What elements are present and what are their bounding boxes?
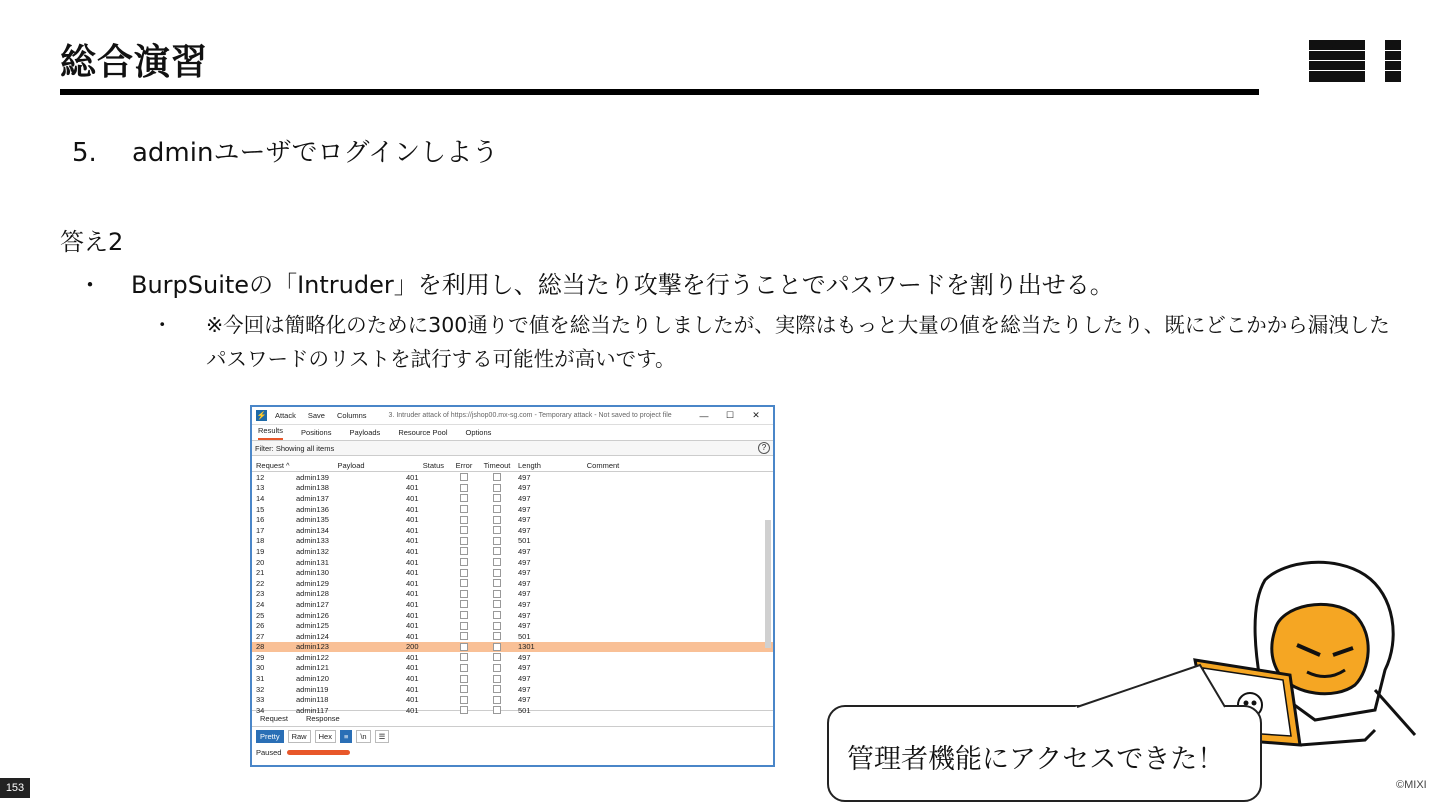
cell-request: 12: [256, 472, 265, 482]
checkbox[interactable]: [460, 600, 468, 608]
cell-length: 497: [518, 674, 531, 684]
page-number: 153: [0, 778, 30, 798]
minimize-icon[interactable]: —: [699, 410, 709, 421]
checkbox[interactable]: [460, 505, 468, 513]
cell-timeout: [480, 664, 514, 672]
cell-timeout: [480, 516, 514, 524]
cell-length: 497: [518, 652, 531, 662]
cell-error: [448, 653, 480, 661]
checkbox[interactable]: [493, 537, 501, 545]
cell-timeout: [480, 696, 514, 704]
cell-timeout: [480, 537, 514, 545]
col-status[interactable]: Status: [422, 461, 444, 470]
checkbox[interactable]: [460, 526, 468, 534]
cell-status: 401: [406, 674, 419, 684]
cell-status: 401: [406, 589, 419, 599]
checkbox[interactable]: [493, 706, 501, 714]
cell-status: 401: [406, 684, 419, 694]
cell-timeout: [480, 494, 514, 502]
cell-error: [448, 590, 480, 598]
checkbox[interactable]: [493, 505, 501, 513]
checkbox[interactable]: [493, 643, 501, 651]
filter-text: Filter: Showing all items: [255, 443, 335, 453]
cell-error: [448, 611, 480, 619]
table-row[interactable]: [252, 514, 773, 525]
table-row[interactable]: [252, 673, 773, 684]
table-row[interactable]: [252, 578, 773, 589]
checkbox[interactable]: [493, 526, 501, 534]
cell-status: 401: [406, 536, 419, 546]
speech-bubble-text: 管理者機能にアクセスできた！: [847, 744, 1225, 775]
table-row[interactable]: [252, 504, 773, 515]
table-row[interactable]: [252, 620, 773, 631]
burp-tabs: [252, 425, 773, 441]
slide-title: 総合演習: [60, 42, 209, 83]
cell-status: 401: [406, 578, 419, 588]
cell-status: 401: [406, 515, 419, 525]
tab-positions[interactable]: Positions: [301, 428, 332, 437]
checkbox[interactable]: [460, 685, 468, 693]
cell-length: 497: [518, 557, 531, 567]
cell-error: [448, 579, 480, 587]
cell-status: 401: [406, 504, 419, 514]
cell-length: 497: [518, 610, 531, 620]
cell-payload: admin127: [296, 599, 329, 609]
cell-request: 20: [256, 557, 265, 567]
checkbox[interactable]: [460, 675, 468, 683]
window-title: 3. Intruder attack of https://jshop00.mx-sg.com - Temporary attack - Not saved to project file: [388, 412, 672, 419]
cell-status: 401: [406, 546, 419, 556]
checkbox[interactable]: [493, 569, 501, 577]
help-icon[interactable]: ?: [758, 442, 770, 454]
mixi-logo: [1309, 40, 1401, 82]
tab-results[interactable]: Results: [258, 426, 283, 440]
burp-titlebar: [252, 407, 773, 425]
cell-length: 497: [518, 589, 531, 599]
cell-status: 401: [406, 652, 419, 662]
table-row[interactable]: [252, 705, 773, 716]
cell-timeout: [480, 611, 514, 619]
cell-status: 401: [406, 695, 419, 705]
checkbox[interactable]: [460, 622, 468, 630]
cell-error: [448, 632, 480, 640]
checkbox[interactable]: [493, 579, 501, 587]
scrollbar[interactable]: [765, 520, 771, 648]
cell-status: 401: [406, 631, 419, 641]
checkbox[interactable]: [493, 622, 501, 630]
cell-error: [448, 675, 480, 683]
cell-timeout: [480, 484, 514, 492]
cell-error: [448, 473, 480, 481]
tab-payloads[interactable]: Payloads: [349, 428, 381, 437]
cell-error: [448, 505, 480, 513]
cell-request: 34: [256, 705, 265, 715]
burp-icon: ⚡: [256, 411, 267, 420]
cell-payload: admin138: [296, 483, 329, 493]
cell-error: [448, 622, 480, 630]
table-body: [252, 472, 773, 716]
cell-error: [448, 569, 480, 577]
col-length[interactable]: Length: [518, 461, 541, 470]
table-row[interactable]: [252, 493, 773, 504]
col-error[interactable]: Error: [455, 461, 473, 470]
close-icon[interactable]: ✕: [752, 410, 760, 420]
cell-length: 501: [518, 536, 531, 546]
table-row[interactable]: [252, 599, 773, 610]
cell-error: [448, 706, 480, 714]
cell-payload: admin133: [296, 536, 329, 546]
cell-request: 24: [256, 599, 265, 609]
cell-request: 18: [256, 536, 265, 546]
checkbox[interactable]: [460, 696, 468, 704]
cell-request: 33: [256, 695, 265, 705]
cell-payload: admin130: [296, 568, 329, 578]
tab-response[interactable]: Response: [305, 714, 340, 723]
bullet-sub-text: ※今回は簡略化のために300通りで値を総当たりしましたが、実際はもっと大量の値を総当たりしたり、既にどこかから漏洩したパスワードのリストを試行する可能性が高いです。: [206, 313, 1390, 371]
cell-length: 501: [518, 631, 531, 641]
checkbox[interactable]: [460, 569, 468, 577]
cell-timeout: [480, 632, 514, 640]
table-row[interactable]: [252, 610, 773, 621]
menu-icon[interactable]: ☰: [375, 730, 390, 743]
cell-error: [448, 537, 480, 545]
tab-options[interactable]: Options: [465, 428, 492, 437]
checkbox[interactable]: [460, 643, 468, 651]
cell-payload: admin126: [296, 610, 329, 620]
cell-timeout: [480, 473, 514, 481]
checkbox[interactable]: [493, 547, 501, 555]
checkbox[interactable]: [460, 494, 468, 502]
checkbox[interactable]: [493, 494, 501, 502]
cell-timeout: [480, 569, 514, 577]
table-row[interactable]: [252, 652, 773, 663]
step-number: 5.: [72, 138, 97, 168]
cell-request: 17: [256, 525, 265, 535]
cell-error: [448, 643, 480, 651]
col-comment[interactable]: Comment: [586, 461, 620, 470]
cell-payload: admin121: [296, 663, 329, 673]
table-row[interactable]: [252, 536, 773, 547]
cell-timeout: [480, 643, 514, 651]
checkbox[interactable]: [493, 516, 501, 524]
table-row[interactable]: [252, 546, 773, 557]
checkbox[interactable]: [493, 590, 501, 598]
cell-error: [448, 664, 480, 672]
col-payload[interactable]: Payload: [337, 461, 365, 470]
results-table: [252, 460, 773, 715]
cell-error: [448, 484, 480, 492]
cell-request: 15: [256, 504, 265, 514]
step-heading: [72, 132, 498, 169]
wrap-icon[interactable]: ≡: [340, 730, 352, 743]
cell-status: 401: [406, 472, 419, 482]
cell-payload: admin134: [296, 525, 329, 535]
bullet-main: [78, 265, 1114, 300]
cell-length: 497: [518, 621, 531, 631]
table-header: [252, 460, 773, 472]
cell-error: [448, 558, 480, 566]
cell-length: 497: [518, 663, 531, 673]
checkbox[interactable]: [460, 547, 468, 555]
cell-payload: admin125: [296, 621, 329, 631]
checkbox[interactable]: [493, 653, 501, 661]
cell-request: 25: [256, 610, 265, 620]
cell-length: 497: [518, 483, 531, 493]
bullet-main-text: BurpSuiteの「Intruder」を利用し、総当たり攻撃を行うことでパスワードを割り出せる。: [131, 271, 1114, 299]
table-row[interactable]: [252, 472, 773, 483]
checkbox[interactable]: [493, 632, 501, 640]
col-timeout[interactable]: Timeout: [483, 461, 511, 470]
checkbox[interactable]: [460, 558, 468, 566]
cell-length: 497: [518, 504, 531, 514]
cell-request: 27: [256, 631, 265, 641]
bullet-dot: ・: [78, 271, 102, 299]
bullet-sub: [152, 308, 1402, 376]
table-row[interactable]: [252, 663, 773, 674]
cell-status: 401: [406, 493, 419, 503]
step-text: adminユーザでログインしよう: [132, 138, 499, 168]
table-row[interactable]: [252, 557, 773, 568]
answer-label: 答え2: [60, 228, 124, 256]
checkbox[interactable]: [493, 696, 501, 704]
table-row[interactable]: [252, 589, 773, 600]
cell-payload: admin118: [296, 695, 329, 705]
cell-request: 28: [256, 642, 265, 652]
cell-error: [448, 526, 480, 534]
title-rule: [60, 89, 1259, 95]
cell-status: 401: [406, 525, 419, 535]
raw-button[interactable]: Raw: [288, 730, 311, 743]
cell-length: 497: [518, 599, 531, 609]
cell-request: 30: [256, 663, 265, 673]
cell-error: [448, 516, 480, 524]
cell-length: 497: [518, 472, 531, 482]
table-row[interactable]: [252, 631, 773, 642]
checkbox[interactable]: [493, 611, 501, 619]
table-row[interactable]: [252, 642, 773, 653]
cell-request: 31: [256, 674, 265, 684]
cell-timeout: [480, 600, 514, 608]
cell-timeout: [480, 558, 514, 566]
cell-payload: admin128: [296, 589, 329, 599]
cell-timeout: [480, 505, 514, 513]
speech-bubble-tail: [1075, 655, 1275, 715]
cell-timeout: [480, 685, 514, 693]
status-bar: [252, 745, 773, 759]
cell-length: 497: [518, 525, 531, 535]
cell-payload: admin122: [296, 652, 329, 662]
checkbox[interactable]: [493, 558, 501, 566]
checkbox[interactable]: [460, 632, 468, 640]
hex-button[interactable]: Hex: [315, 730, 336, 743]
cell-status: 401: [406, 610, 419, 620]
cell-payload: admin139: [296, 472, 329, 482]
cell-timeout: [480, 579, 514, 587]
cell-payload: admin136: [296, 504, 329, 514]
cell-status: 401: [406, 663, 419, 673]
cell-request: 14: [256, 493, 265, 503]
tab-resource-pool[interactable]: Resource Pool: [398, 428, 448, 437]
cell-timeout: [480, 547, 514, 555]
cell-request: 13: [256, 483, 265, 493]
checkbox[interactable]: [493, 675, 501, 683]
col-request[interactable]: Request ^: [256, 461, 290, 470]
burp-intruder-window: [250, 405, 775, 767]
cell-request: 16: [256, 515, 265, 525]
checkbox[interactable]: [460, 590, 468, 598]
cell-status: 401: [406, 621, 419, 631]
cell-timeout: [480, 526, 514, 534]
checkbox[interactable]: [493, 664, 501, 672]
checkbox[interactable]: [460, 664, 468, 672]
checkbox[interactable]: [460, 579, 468, 587]
checkbox[interactable]: [460, 473, 468, 481]
cell-length: 501: [518, 705, 531, 715]
checkbox[interactable]: [460, 537, 468, 545]
menu-attack[interactable]: Attack: [275, 411, 296, 420]
newline-icon[interactable]: \n: [356, 730, 370, 743]
copyright: ©MIXI: [1396, 779, 1427, 791]
cell-payload: admin120: [296, 674, 329, 684]
maximize-icon[interactable]: ☐: [725, 410, 735, 420]
cell-request: 22: [256, 578, 265, 588]
checkbox[interactable]: [493, 685, 501, 693]
cell-payload: admin123: [296, 642, 329, 652]
status-text: Paused: [256, 747, 282, 757]
cell-payload: admin135: [296, 515, 329, 525]
cell-timeout: [480, 675, 514, 683]
speech-bubble: [827, 705, 1262, 802]
checkbox[interactable]: [493, 484, 501, 492]
filter-bar[interactable]: [252, 441, 773, 456]
checkbox[interactable]: [460, 653, 468, 661]
table-row[interactable]: [252, 694, 773, 705]
cell-length: 1301: [518, 642, 535, 652]
checkbox[interactable]: [460, 611, 468, 619]
cell-length: 497: [518, 578, 531, 588]
cell-timeout: [480, 706, 514, 714]
table-row[interactable]: [252, 567, 773, 578]
view-toolbar: [252, 727, 773, 745]
cell-length: 497: [518, 493, 531, 503]
cell-payload: admin117: [296, 705, 329, 715]
cell-length: 497: [518, 684, 531, 694]
table-row[interactable]: [252, 684, 773, 695]
cell-error: [448, 494, 480, 502]
cell-timeout: [480, 622, 514, 630]
cell-payload: admin124: [296, 631, 329, 641]
cell-timeout: [480, 590, 514, 598]
cell-timeout: [480, 653, 514, 661]
pretty-button[interactable]: Pretty: [256, 730, 284, 743]
checkbox[interactable]: [460, 706, 468, 714]
cell-request: 19: [256, 546, 265, 556]
cell-status: 401: [406, 705, 419, 715]
checkbox[interactable]: [460, 516, 468, 524]
cell-payload: admin119: [296, 684, 329, 694]
cell-error: [448, 685, 480, 693]
checkbox[interactable]: [493, 473, 501, 481]
cell-payload: admin129: [296, 578, 329, 588]
tab-request[interactable]: Request: [260, 714, 288, 723]
table-row[interactable]: [252, 483, 773, 494]
cell-payload: admin131: [296, 557, 329, 567]
checkbox[interactable]: [493, 600, 501, 608]
cell-request: 29: [256, 652, 265, 662]
cell-error: [448, 696, 480, 704]
cell-error: [448, 547, 480, 555]
cell-length: 497: [518, 568, 531, 578]
cell-length: 497: [518, 515, 531, 525]
cell-request: 26: [256, 621, 265, 631]
bullet-sub-dot: ・: [152, 313, 173, 337]
cell-payload: admin132: [296, 546, 329, 556]
cell-status: 401: [406, 568, 419, 578]
table-row[interactable]: [252, 525, 773, 536]
cell-error: [448, 600, 480, 608]
cell-status: 401: [406, 557, 419, 567]
cell-length: 497: [518, 546, 531, 556]
progress-bar: [287, 750, 350, 755]
cell-length: 497: [518, 695, 531, 705]
cell-status: 401: [406, 483, 419, 493]
checkbox[interactable]: [460, 484, 468, 492]
menu-save[interactable]: Save: [307, 411, 325, 420]
cell-request: 32: [256, 684, 265, 694]
cell-status: 401: [406, 599, 419, 609]
cell-payload: admin137: [296, 493, 329, 503]
cell-request: 23: [256, 589, 265, 599]
cell-status: 200: [406, 642, 419, 652]
menu-columns[interactable]: Columns: [336, 411, 367, 420]
cell-request: 21: [256, 568, 265, 578]
